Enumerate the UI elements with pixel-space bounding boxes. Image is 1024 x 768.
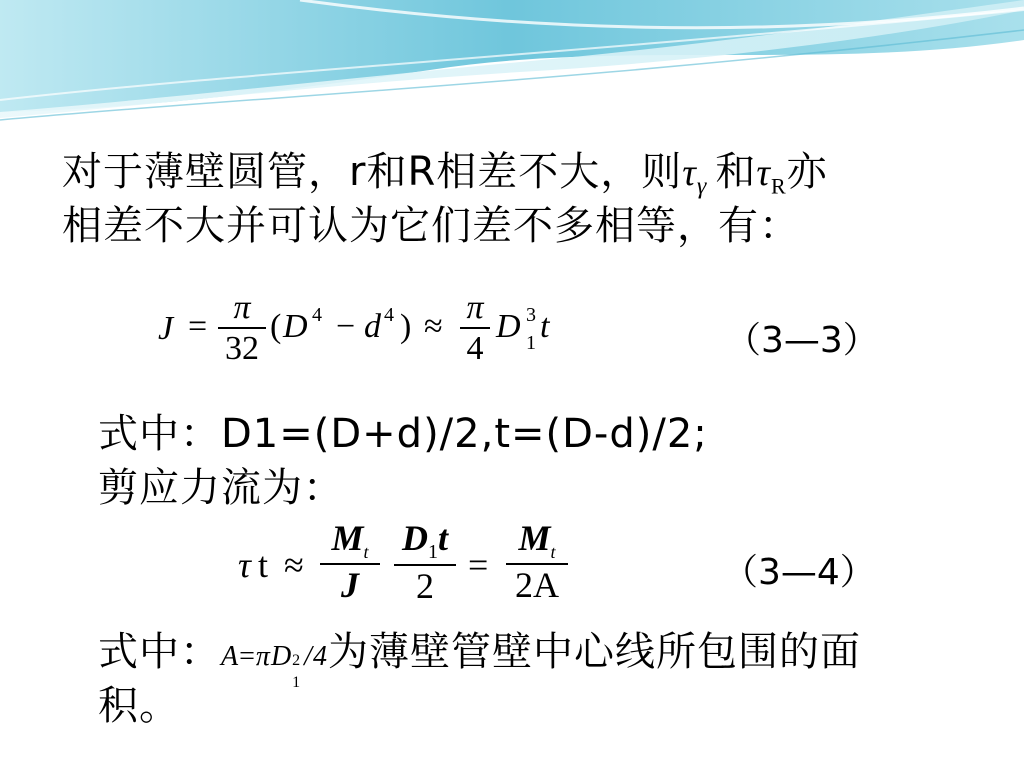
where-line-1: 式中：D1=(D+d)/2,t=(D-d)/2; xyxy=(98,411,708,457)
eq33-d: d xyxy=(364,308,381,345)
eq33-D-exponent: 4 xyxy=(312,304,322,326)
where-line-2 xyxy=(98,626,861,691)
eq33-d-exponent: 4 xyxy=(384,304,394,326)
equation-number-3-4: （3—4） xyxy=(722,552,876,593)
eq33-approx: ≈ xyxy=(424,308,443,345)
where-line-2-continued: 积。 xyxy=(98,683,180,729)
tau-R-symbol: $\tau_R$ xyxy=(756,152,787,199)
shear-flow-heading: 剪应力流为： xyxy=(98,465,344,511)
eq33-D: D xyxy=(283,308,308,345)
eq33-D1-subscript: 1 xyxy=(526,332,536,354)
eq33-D1-exponent: 3 xyxy=(526,304,536,326)
eq33-minus: − xyxy=(336,308,356,345)
eq33-fraction-pi-4: π 4 xyxy=(460,288,490,368)
area-formula: A=πD 2 1 /4 xyxy=(221,641,328,691)
intro-line-1-text-b: 和 xyxy=(715,149,757,195)
eq33-fraction-pi-32: π 32 xyxy=(218,288,266,368)
eq34-approx: ≈ xyxy=(284,545,304,585)
where-line-2-prefix: 式中： xyxy=(98,629,221,675)
intro-line-2: 相差不大并可认为它们差不多相等，有： xyxy=(62,203,800,249)
eq34-fraction-Mt-J: $M_t$ J xyxy=(320,518,380,606)
eq34-tau: τ xyxy=(238,545,251,585)
eq34-fraction-Mt-2A: $M_t$ 2A xyxy=(506,518,568,606)
eq33-paren-close: ) xyxy=(400,308,412,345)
eq33-t: t xyxy=(540,308,550,345)
where-line-2-text: 为薄壁管壁中心线所包围的面 xyxy=(327,629,861,675)
intro-line-1-text-c: 亦 xyxy=(786,149,828,195)
eq33-J: J xyxy=(158,310,174,347)
header-wave-banner xyxy=(0,0,1024,130)
eq34-fraction-D1t-2: $D_1t$ 2 xyxy=(394,518,456,608)
tau-gamma-symbol: $\tau_\gamma$ xyxy=(682,152,708,200)
eq33-paren-open: ( xyxy=(270,308,282,345)
eq33-equals: = xyxy=(188,308,208,345)
eq34-t: t xyxy=(258,545,269,585)
intro-line-1-text-a: 对于薄壁圆管，r和R相差不大，则 xyxy=(62,149,683,195)
equation-number-3-3: （3—3） xyxy=(725,320,879,361)
eq33-D1: D xyxy=(496,308,521,345)
eq34-equals: = xyxy=(468,545,489,585)
